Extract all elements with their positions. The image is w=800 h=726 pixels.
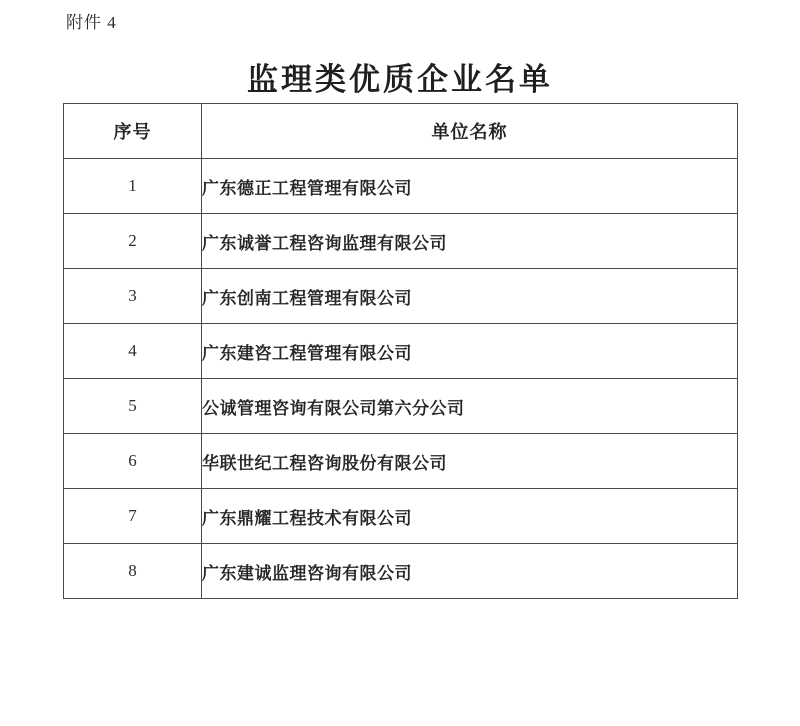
row-number: 1	[64, 159, 202, 214]
column-header-name: 单位名称	[202, 104, 738, 159]
company-name: 广东德正工程管理有限公司	[202, 159, 738, 214]
table-row	[64, 324, 738, 379]
row-number: 8	[64, 544, 202, 599]
header-row	[64, 104, 738, 159]
company-name: 公诚管理咨询有限公司第六分公司	[202, 379, 738, 434]
table-row	[64, 434, 738, 489]
row-number: 4	[64, 324, 202, 379]
table-row	[64, 269, 738, 324]
page-title: 监理类优质企业名单	[247, 62, 553, 97]
company-name: 广东建咨工程管理有限公司	[202, 324, 738, 379]
row-number: 5	[64, 379, 202, 434]
table-row	[64, 489, 738, 544]
company-name: 广东诚誉工程咨询监理有限公司	[202, 214, 738, 269]
table-row	[64, 544, 738, 599]
table-row	[64, 379, 738, 434]
table-row	[64, 159, 738, 214]
row-number: 3	[64, 269, 202, 324]
enterprise-table	[63, 103, 738, 599]
company-name: 广东鼎耀工程技术有限公司	[202, 489, 738, 544]
attachment-label: 附件 4	[66, 13, 117, 32]
row-number: 7	[64, 489, 202, 544]
company-name: 广东建诚监理咨询有限公司	[202, 544, 738, 599]
column-header-no: 序号	[64, 104, 202, 159]
company-name: 广东创南工程管理有限公司	[202, 269, 738, 324]
row-number: 6	[64, 434, 202, 489]
row-number: 2	[64, 214, 202, 269]
table-row	[64, 214, 738, 269]
company-name: 华联世纪工程咨询股份有限公司	[202, 434, 738, 489]
